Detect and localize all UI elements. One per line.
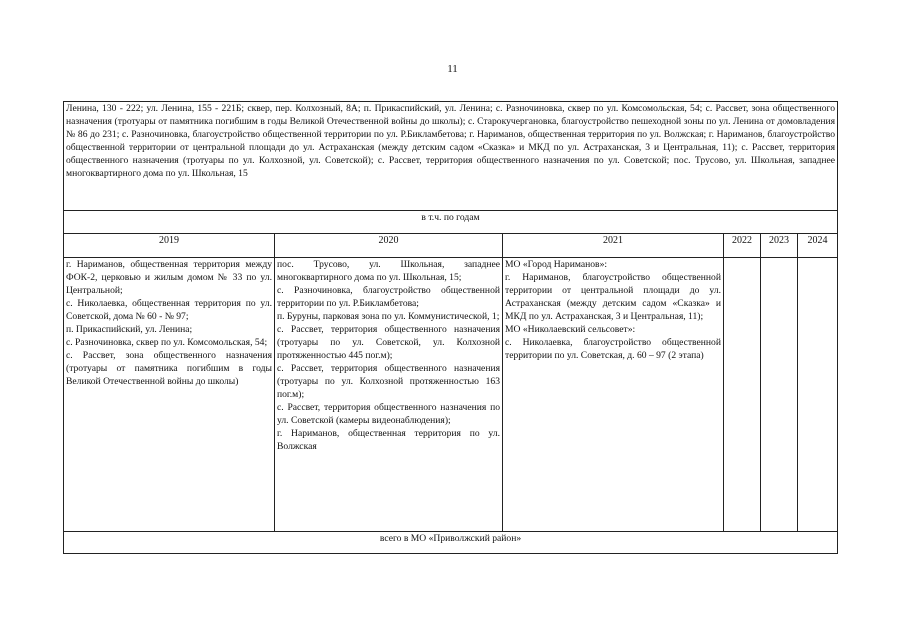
- list-item: пос. Трусово, ул. Школьная, западнее многоквартирного дома по ул. Школьная, 15;: [277, 259, 500, 283]
- year-2021-content: [503, 258, 724, 532]
- by-years-subheader: в т.ч. по годам: [64, 211, 838, 234]
- intro-text: Ленина, 130 - 222; ул. Ленина, 155 - 221Б; сквер, пер. Колхозный, 8А; п. Прикаспийский, ул. Ленина; с. Разночиновка, сквер по ул. Комсомольская, 54; с. Рассвет, зона общественного назначения (тротуары от памятника погибшим в годы Великой Отечественной войны до школы); с. Старокучергановка, благоустройство пешеходной зоны по ул. Ленина от домовладения № 86 до 231; с. Разночиновка, благоустройство общественной территории по ул. Р.Бикламбетова; г. Нариманов, общественная территория по ул. Волжская; г. Нариманов, благоустройство общественной территории от центральной площади до ул. Астраханская (между детским садом «Сказка» и МКД по ул. Астраханская, 3 и Центральная, 11); с. Рассвет, территория общественного назначения (тротуары по ул. Колхозной, ул. Советской); с. Рассвет, территория общественного назначения по ул. Советской; пос. Трусово, ул. Школьная, западнее многоквартирного дома по ул. Школьная, 15: [64, 102, 838, 211]
- program-table: [63, 101, 838, 554]
- page-number: 11: [447, 63, 458, 75]
- list-item: с. Разночиновка, благоустройство общественной территории по ул. Р.Бикламбетова;: [277, 285, 500, 309]
- year-2021-header: 2021: [503, 234, 724, 258]
- year-2020-header: 2020: [275, 234, 503, 258]
- list-item: г. Нариманов, общественная территория между ФОК-2, церковью и жилым домом № 33 по ул. Центральной;: [66, 259, 272, 296]
- year-2019-content: [64, 258, 275, 532]
- list-item: МО «Николаевский сельсовет»:: [505, 324, 636, 335]
- year-2019-header: 2019: [64, 234, 275, 258]
- year-content-row: [64, 258, 838, 532]
- list-item: с. Рассвет, территория общественного назначения по ул. Советской (камеры видеонаблюдения);: [277, 402, 500, 426]
- list-item: п. Прикаспийский, ул. Ленина;: [66, 324, 193, 335]
- year-2023-header: 2023: [761, 234, 798, 258]
- list-item: п. Буруны, парковая зона по ул. Коммунистической, 1;: [277, 311, 500, 322]
- year-2023-content: [761, 258, 798, 532]
- list-item: с. Рассвет, территория общественного назначения (тротуары по ул. Советской, ул. Колхозной протяженностью 445 пог.м);: [277, 324, 500, 361]
- year-2020-content: [275, 258, 503, 532]
- list-item: МО «Город Нариманов»:: [505, 259, 608, 270]
- list-item: с. Разночиновка, сквер по ул. Комсомольская, 54;: [66, 337, 268, 348]
- subheader-row: [64, 211, 838, 234]
- list-item: г. Нариманов, благоустройство общественной территории от центральной площади до ул. Астраханская (между детским садом «Сказка» и МКД по ул. Астраханская, 3 и Центральная, 11);: [505, 272, 721, 322]
- list-item: с. Николаевка, благоустройство общественной территории по ул. Советская, д. 60 – 97 (2 этапа): [505, 337, 721, 361]
- total-label: всего в МО «Приволжский район»: [64, 532, 838, 554]
- footer-row: [64, 532, 838, 554]
- year-header-row: [64, 234, 838, 258]
- year-2022-header: 2022: [724, 234, 761, 258]
- list-item: с. Рассвет, территория общественного назначения (тротуары по ул. Колхозной протяженностью 163 пог.м);: [277, 363, 500, 400]
- year-2022-content: [724, 258, 761, 532]
- year-2024-header: 2024: [798, 234, 838, 258]
- list-item: г. Нариманов, общественная территория по ул. Волжская: [277, 428, 500, 452]
- list-item: с. Николаевка, общественная территория по ул. Советской, дома № 60 - № 97;: [66, 298, 272, 322]
- year-2024-content: [798, 258, 838, 532]
- list-item: с. Рассвет, зона общественного назначения (тротуары от памятника погибшим в годы Великой Отечественной войны до школы): [66, 350, 272, 387]
- intro-row: [64, 102, 838, 211]
